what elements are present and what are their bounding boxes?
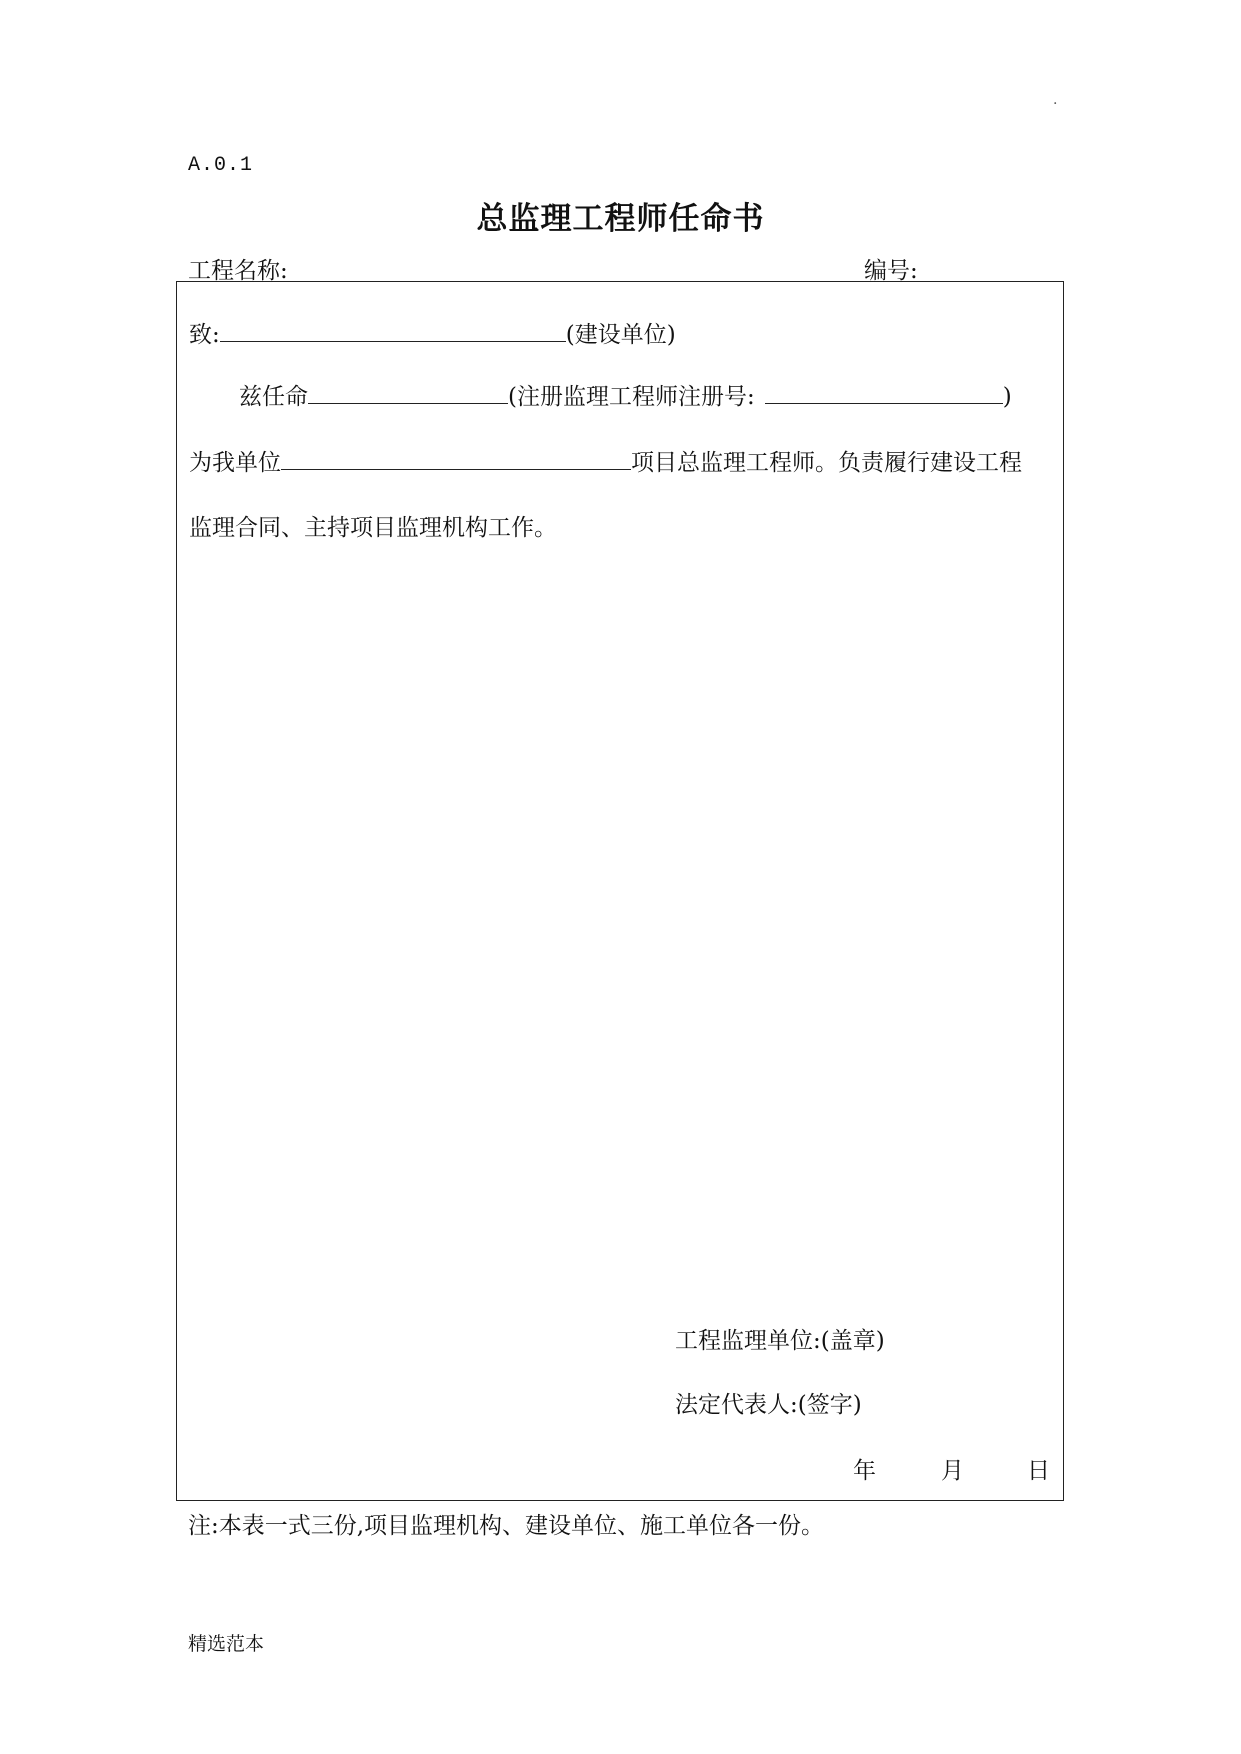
note-text: 注:本表一式三份,项目监理机构、建设单位、施工单位各一份。: [188, 1513, 825, 1539]
supervision-org-label: 工程监理单位:(盖章): [675, 1328, 885, 1354]
form-box: [176, 281, 1064, 1501]
appointee-name-blank[interactable]: [308, 381, 508, 404]
to-line: [189, 316, 676, 349]
appoint-middle: (注册监理工程师注册号:: [508, 384, 755, 410]
legal-rep-label: 法定代表人:(签字): [675, 1392, 862, 1418]
duty-line: 监理合同、主持项目监理机构工作。: [189, 515, 557, 541]
page-title: 总监理工程师任命书: [476, 201, 765, 237]
serial-no-label: 编号:: [864, 258, 918, 284]
corner-mark: .: [1053, 92, 1058, 108]
project-blank[interactable]: [281, 447, 631, 470]
unit-line: [189, 444, 1022, 477]
unit-prefix: 为我单位: [189, 450, 281, 476]
to-suffix: (建设单位): [565, 322, 676, 348]
client-unit-blank[interactable]: [220, 319, 566, 342]
project-name-label: 工程名称:: [188, 258, 288, 284]
appoint-suffix: ): [1002, 384, 1012, 410]
day-label: 日: [1027, 1458, 1050, 1484]
to-prefix: 致:: [189, 322, 220, 348]
year-label: 年: [853, 1458, 876, 1484]
appoint-prefix: 兹任命: [239, 384, 308, 410]
registration-no-blank[interactable]: [765, 381, 1003, 404]
footer-text: 精选范本: [188, 1633, 265, 1655]
month-label: 月: [941, 1458, 964, 1484]
appoint-line: [239, 378, 1012, 411]
form-code: A.0.1: [188, 154, 254, 177]
unit-suffix: 项目总监理工程师。负责履行建设工程: [631, 450, 1022, 476]
